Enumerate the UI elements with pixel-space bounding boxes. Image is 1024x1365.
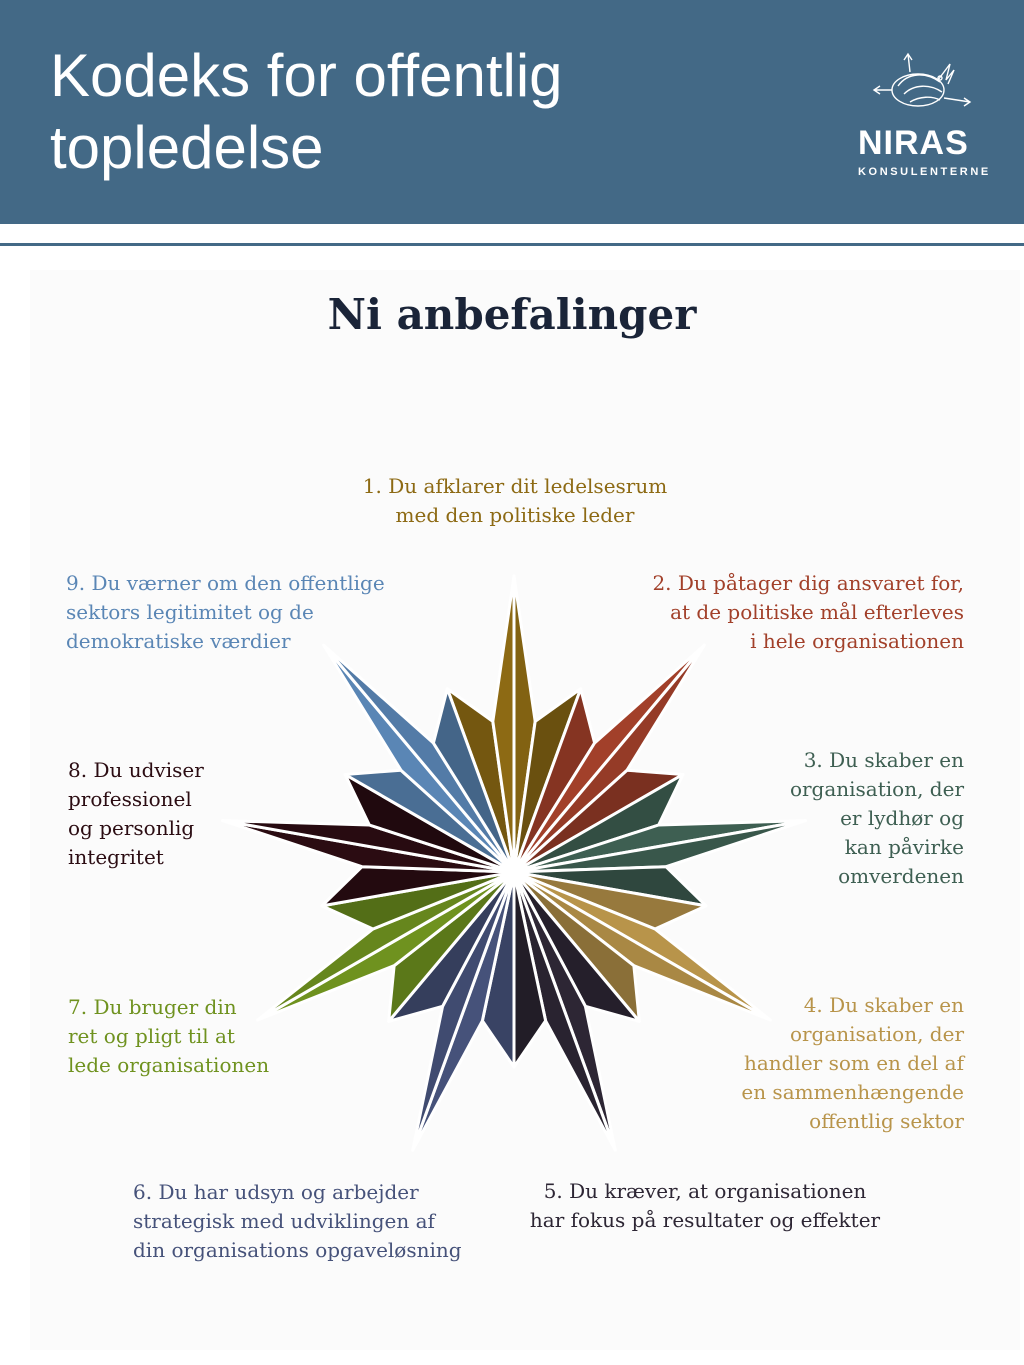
logo-name: NIRAS	[858, 124, 969, 162]
diagram-title: Ni anbefalinger	[327, 290, 697, 339]
recommendation-8: 8. Du udviser professionel og personlig integritet	[68, 758, 204, 869]
recommendation-6: 6. Du har udsyn og arbejder strategisk med udviklingen af din organisations opgaveløsning	[133, 1180, 462, 1262]
recommendation-7: 7. Du bruger din ret og pligt til at lede organisationen	[68, 995, 270, 1077]
recommendation-1: 1. Du afklarer dit ledelsesrum med den politiske leder	[362, 474, 668, 527]
page-title: Kodeks for offentlig topledelse	[50, 42, 563, 181]
recommendation-4: 4. Du skaber en organisation, der handler som en del af en sammenhængende offentlig sektor	[741, 993, 964, 1133]
recommendation-5: 5. Du kræver, at organisationen har fokus på resultater og effekter	[529, 1179, 881, 1232]
logo-subtitle: KONSULENTERNE	[858, 166, 991, 178]
star-center	[507, 865, 521, 879]
recommendation-2: 2. Du påtager dig ansvaret for, at de politiske mål efterleves i hele organisationen	[652, 571, 964, 653]
recommendation-3: 3. Du skaber en organisation, der er lydhør og kan påvirke omverdenen	[789, 748, 964, 888]
recommendation-9: 9. Du værner om den offentlige sektors legitimitet og de demokratiske værdier	[66, 571, 385, 653]
